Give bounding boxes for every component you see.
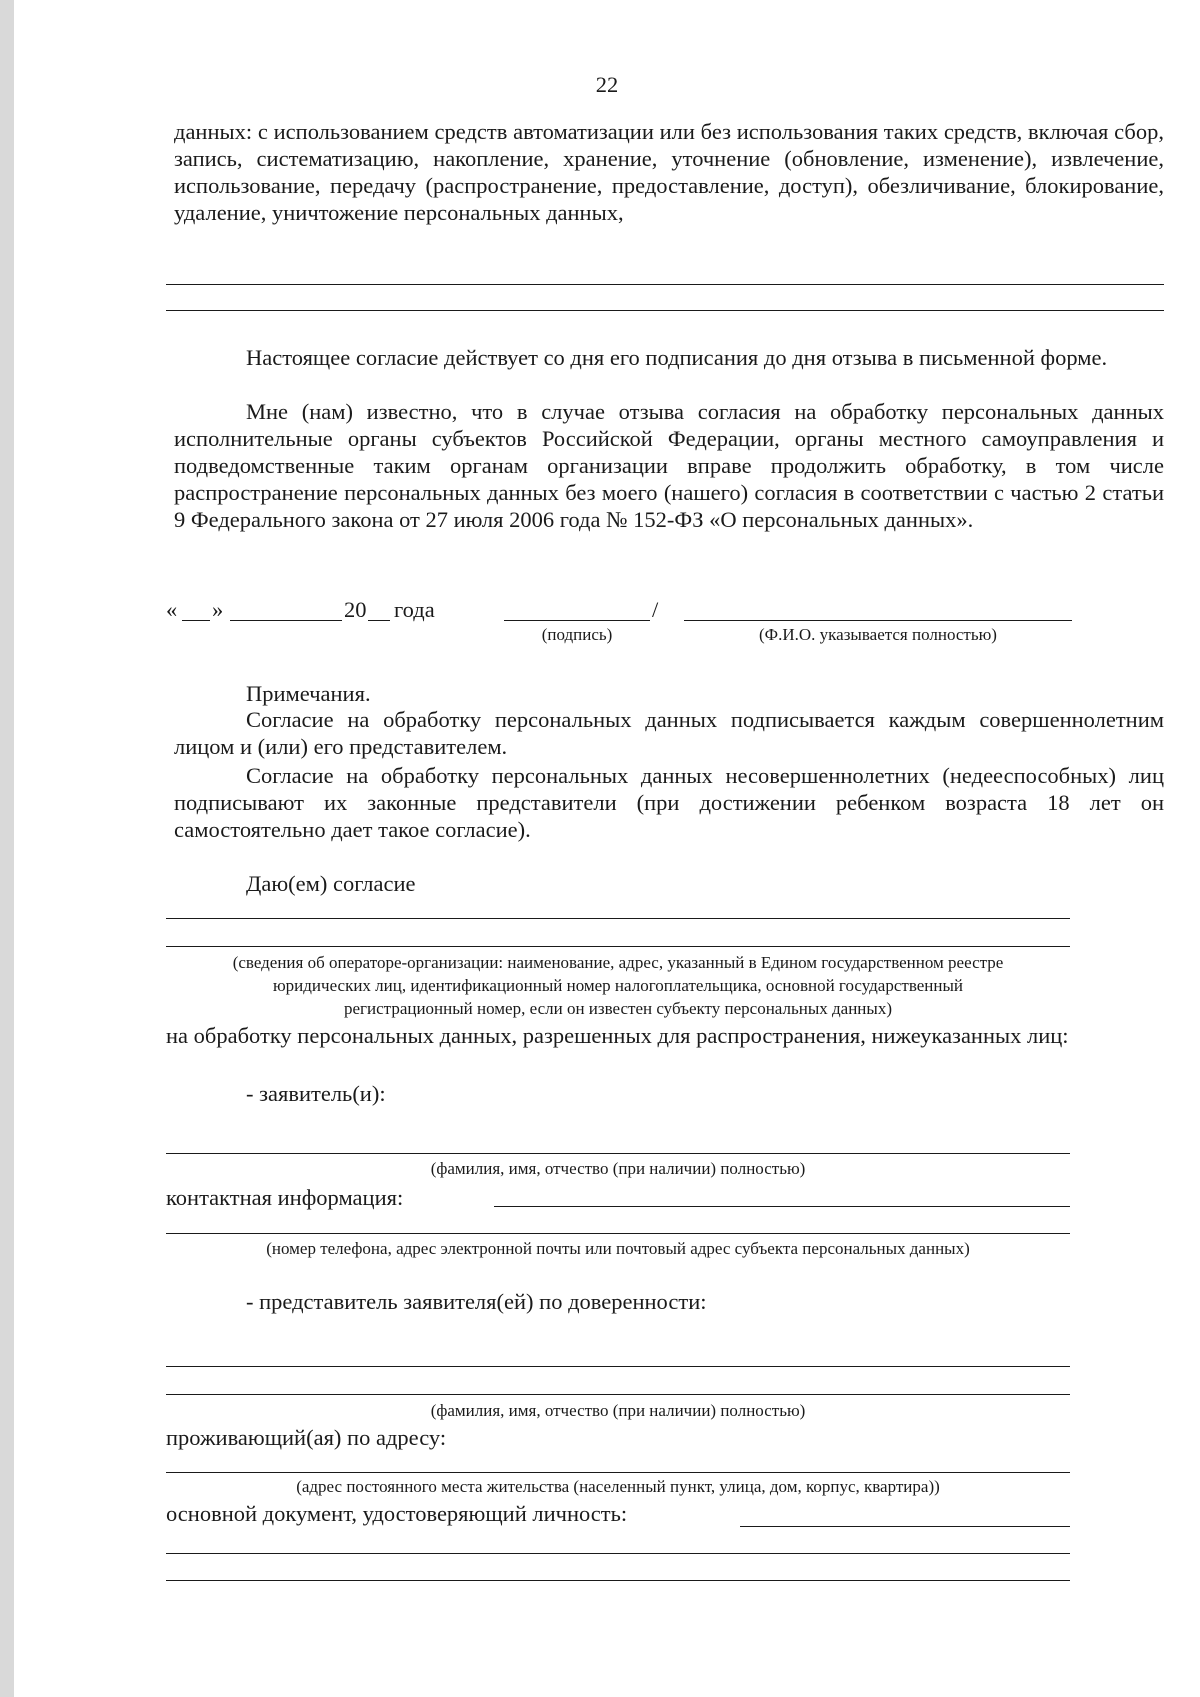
blank-line-2[interactable] <box>166 310 1164 311</box>
second-consent-title: Даю(ем) согласие <box>246 871 416 896</box>
id-document-field-1[interactable] <box>740 1526 1070 1527</box>
scan-margin <box>0 0 14 1697</box>
residence-caption: (адрес постоянного места жительства (населенный пункт, улица, дом, корпус, квартира)) <box>296 1477 940 1496</box>
signature-slash: / <box>652 597 659 622</box>
contact-label: контактная информация: <box>166 1185 404 1210</box>
contact-field-1[interactable] <box>494 1206 1070 1207</box>
operator-caption-line-1: (сведения об операторе-организации: наименование, адрес, указанный в Едином государственном реестре <box>232 953 1004 972</box>
withdrawal-paragraph: Мне (нам) известно, что в случае отзыва согласия на обработку персональных данных исполнительные органы субъектов Российской Федерации, органы местного самоуправления и подведомственные таким органам организации вправе продолжить обработку, в том числе распространение персональных данных без моего (нашего) согласия в соответствии с частью 2 статьи 9 Федерального закона от 27 июля 2006 года № 152-ФЗ «О персональных данных». <box>174 399 1164 532</box>
operator-caption-line-3: регистрационный номер, если он известен субъекту персональных данных) <box>344 999 892 1018</box>
applicant-label: - заявитель(и): <box>246 1081 386 1106</box>
full-name-field[interactable] <box>684 620 1072 621</box>
signature-field[interactable] <box>504 620 650 621</box>
operator-line-1[interactable] <box>166 918 1070 919</box>
contact-field-2[interactable] <box>166 1233 1070 1234</box>
contact-caption: (номер телефона, адрес электронной почты или почтовый адрес субъекта персональных данных) <box>266 1239 970 1258</box>
id-document-field-2[interactable] <box>166 1553 1070 1554</box>
representative-field-2[interactable] <box>166 1394 1070 1395</box>
date-open-quote: « <box>166 597 178 622</box>
blank-line-1[interactable] <box>166 284 1164 285</box>
residence-label: проживающий(ая) по адресу: <box>166 1425 447 1450</box>
date-year-field[interactable] <box>368 620 390 621</box>
applicant-caption: (фамилия, имя, отчество (при наличии) полностью) <box>430 1159 806 1178</box>
date-month-field[interactable] <box>230 620 342 621</box>
residence-field[interactable] <box>166 1472 1070 1473</box>
date-close-quote: » <box>212 597 224 622</box>
note-1: Согласие на обработку персональных данных подписывается каждым совершеннолетним лицом и (или) его представителем. <box>174 707 1164 759</box>
date-day-field[interactable] <box>182 620 210 621</box>
notes-title: Примечания. <box>246 681 371 706</box>
operator-line-2[interactable] <box>166 946 1070 947</box>
date-year-suffix: года <box>394 597 435 622</box>
paragraph-continuation: данных: с использованием средств автоматизации или без использования таких средств, включая сбор, запись, систематизацию, накопление, хранение, уточнение (обновление, изменение), извлечение, использование, передачу (распространение, предоставление, доступ), обезличивание, блокирование, удаление, уничтожение персональных данных, <box>174 119 1164 225</box>
id-document-field-3[interactable] <box>166 1580 1070 1581</box>
representative-label: - представитель заявителя(ей) по доверенности: <box>246 1289 707 1314</box>
page-number: 22 <box>595 72 619 97</box>
validity-paragraph: Настоящее согласие действует со дня его подписания до дня отзыва в письменной форме. <box>246 345 1108 370</box>
representative-caption: (фамилия, имя, отчество (при наличии) полностью) <box>430 1401 806 1420</box>
full-name-caption: (Ф.И.О. указывается полностью) <box>759 625 997 644</box>
purpose-line: на обработку персональных данных, разрешенных для распространения, нижеуказанных лиц: <box>166 1023 1069 1048</box>
applicant-name-field[interactable] <box>166 1153 1070 1154</box>
signature-caption: (подпись) <box>541 625 613 644</box>
representative-field-1[interactable] <box>166 1366 1070 1367</box>
id-document-label: основной документ, удостоверяющий личность: <box>166 1501 628 1526</box>
operator-caption-line-2: юридических лиц, идентификационный номер налогоплательщика, основной государственный <box>272 976 964 995</box>
document-page <box>14 0 1200 1697</box>
date-year-prefix: 20 <box>344 597 367 622</box>
note-2: Согласие на обработку персональных данных несовершеннолетних (недееспособных) лиц подписывают их законные представители (при достижении ребенком возраста 18 лет он самостоятельно дает такое согласие). <box>174 763 1164 842</box>
